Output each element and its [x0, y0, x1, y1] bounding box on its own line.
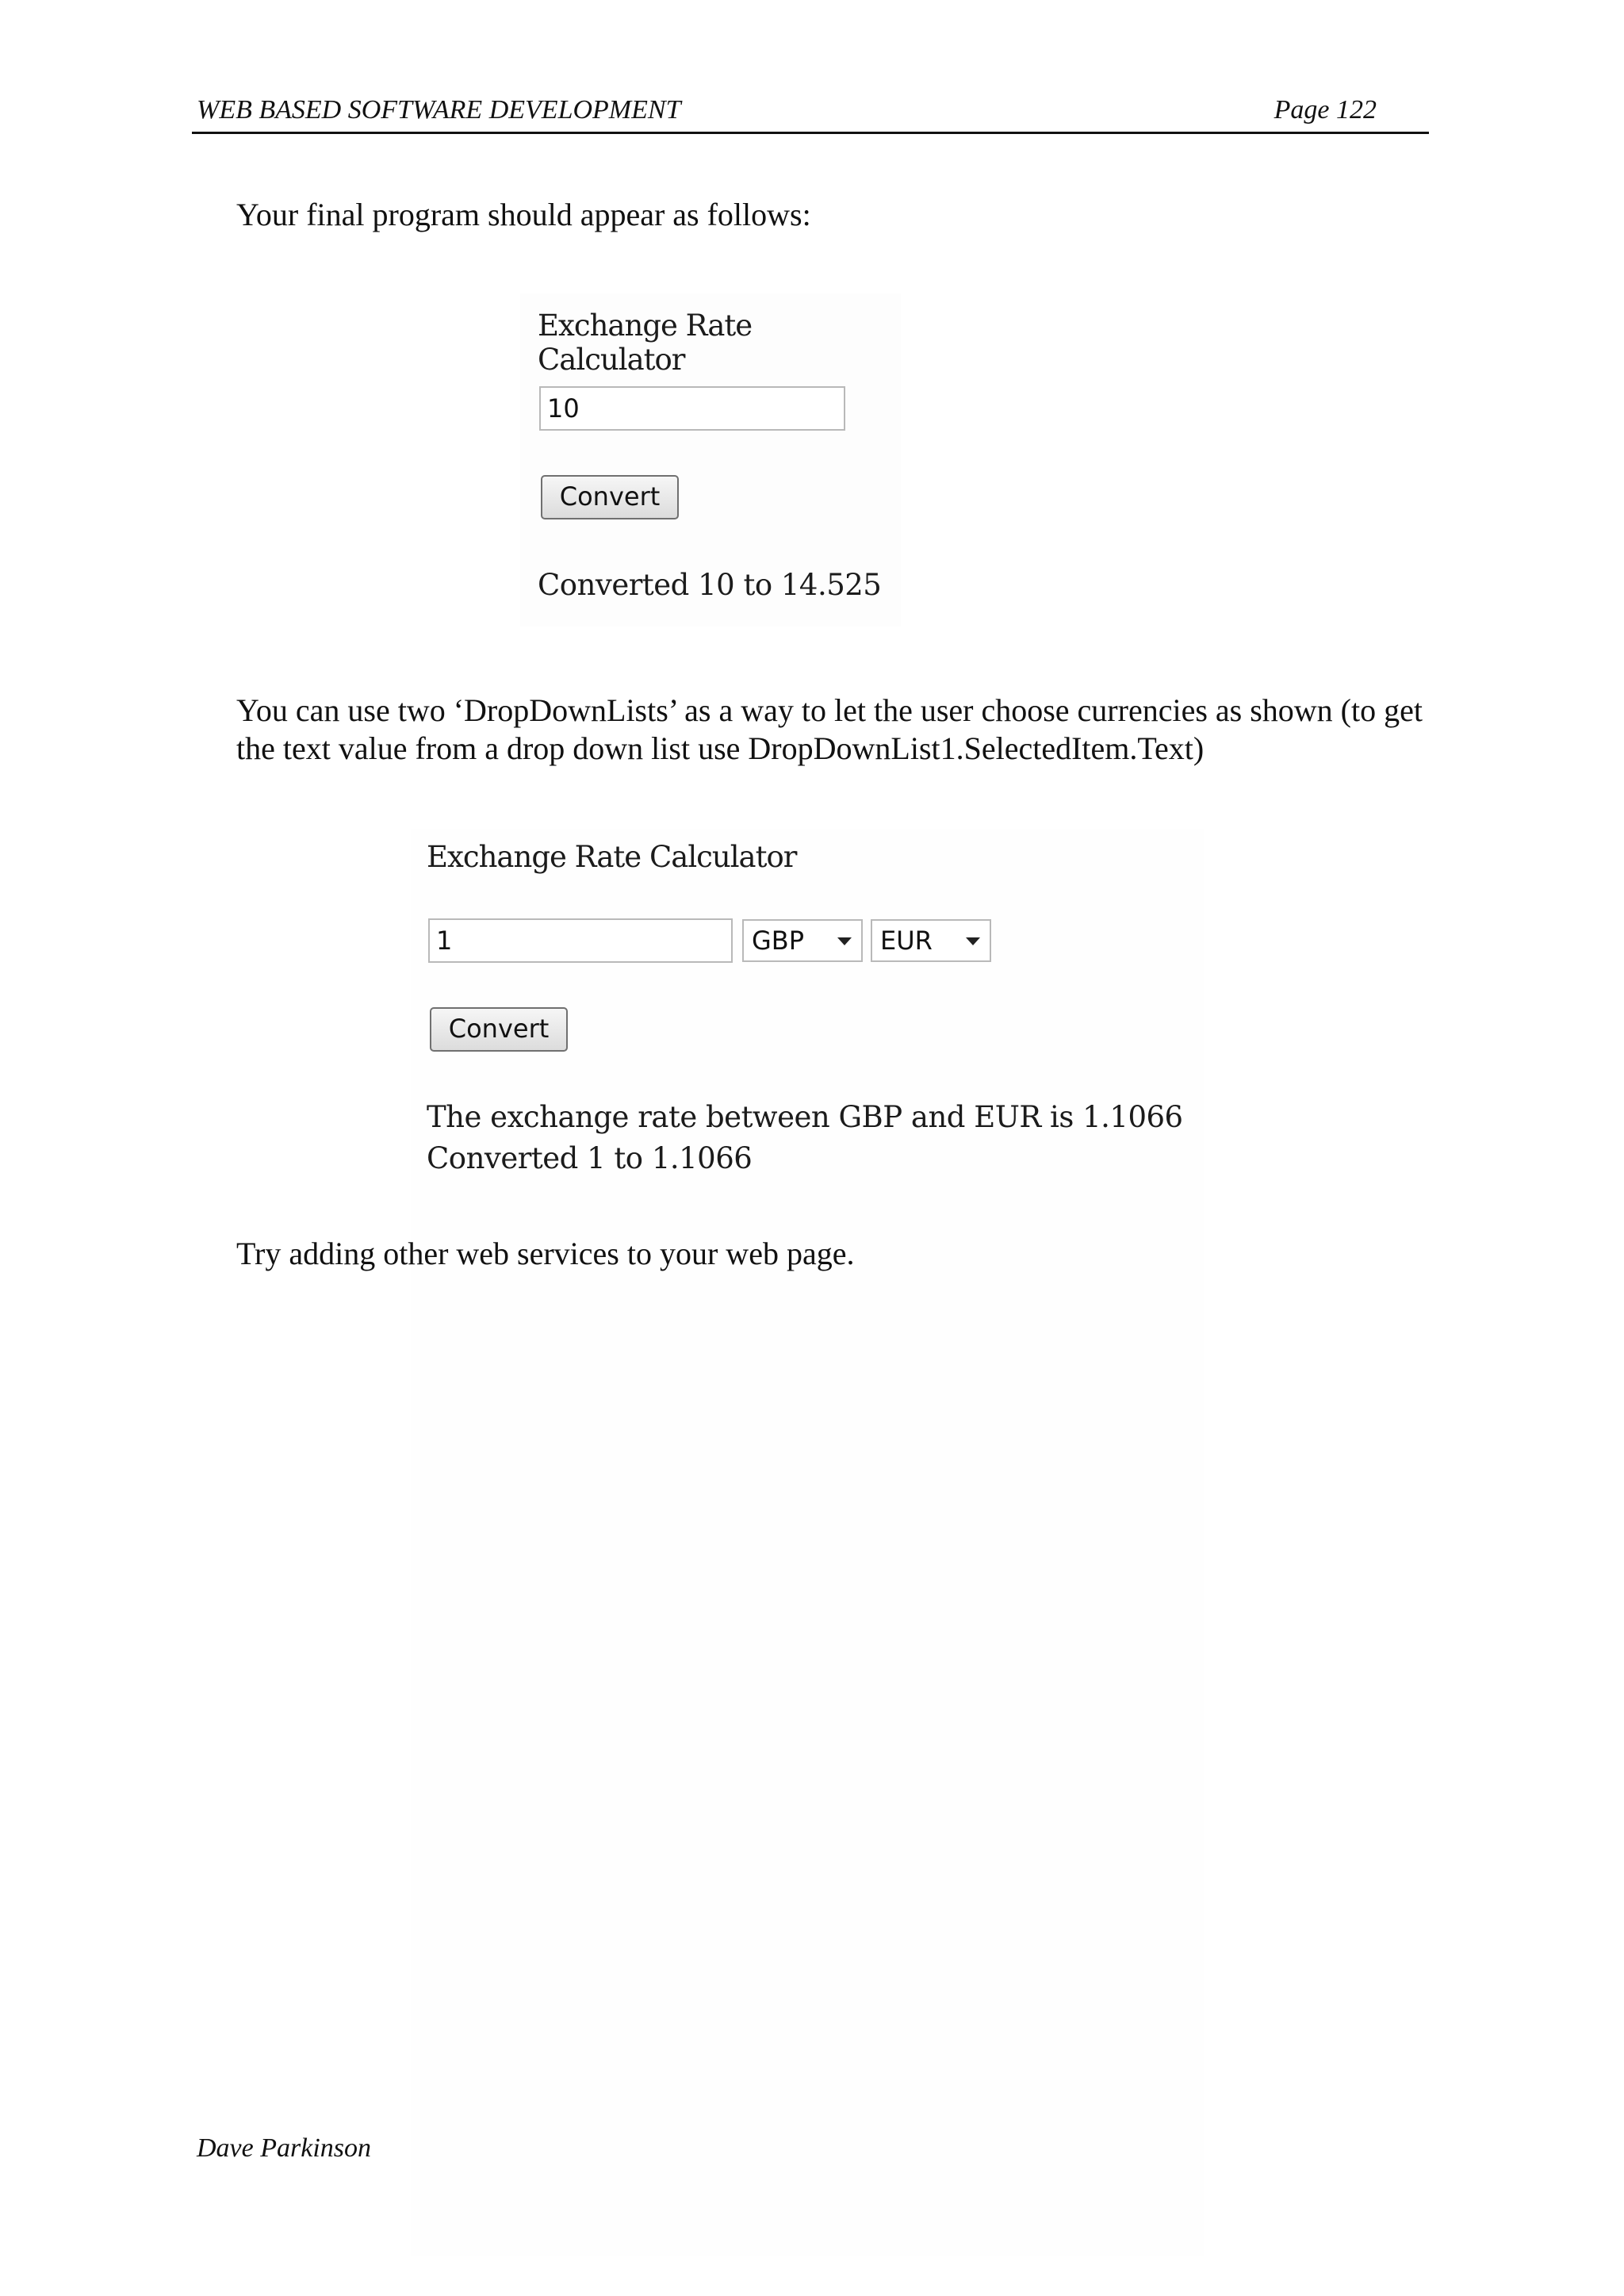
conversion-result: Converted 1 to 1.1066: [427, 1141, 753, 1175]
document-title: WEB BASED SOFTWARE DEVELOPMENT: [197, 95, 681, 125]
calculator-title: Exchange Rate Calculator: [427, 840, 797, 874]
screenshot-simple-calculator: [520, 293, 901, 627]
page-footer-author: Dave Parkinson: [197, 2133, 372, 2163]
from-currency-select[interactable]: [742, 919, 863, 962]
conversion-result: Converted 10 to 14.525: [538, 568, 882, 602]
to-currency-select[interactable]: [871, 919, 991, 962]
calculator-title: Exchange Rate Calculator: [538, 309, 753, 377]
to-currency-value: EUR: [880, 926, 933, 956]
dropdown-paragraph: You can use two ‘DropDownLists’ as a way to let the user choose currencies as shown (to get the text value from a drop down list use DropDownList1.SelectedItem.Text): [236, 692, 1423, 766]
chevron-down-icon: [966, 937, 980, 945]
page-header: [192, 94, 1429, 134]
screenshot-dropdown-calculator: [411, 829, 1204, 2256]
chevron-down-icon: [837, 937, 852, 945]
page-number: Page 122: [1274, 95, 1377, 125]
convert-button[interactable]: Convert: [430, 1007, 568, 1052]
amount-input[interactable]: 1: [428, 918, 733, 963]
from-currency-value: GBP: [752, 926, 805, 956]
exchange-rate-line: The exchange rate between GBP and EUR is 1.1066: [427, 1100, 1183, 1134]
convert-button[interactable]: Convert: [541, 475, 679, 519]
amount-input[interactable]: 10: [539, 386, 845, 431]
intro-paragraph: Your final program should appear as follows:: [236, 197, 811, 232]
closing-paragraph: Try adding other web services to your web page.: [236, 1236, 855, 1271]
